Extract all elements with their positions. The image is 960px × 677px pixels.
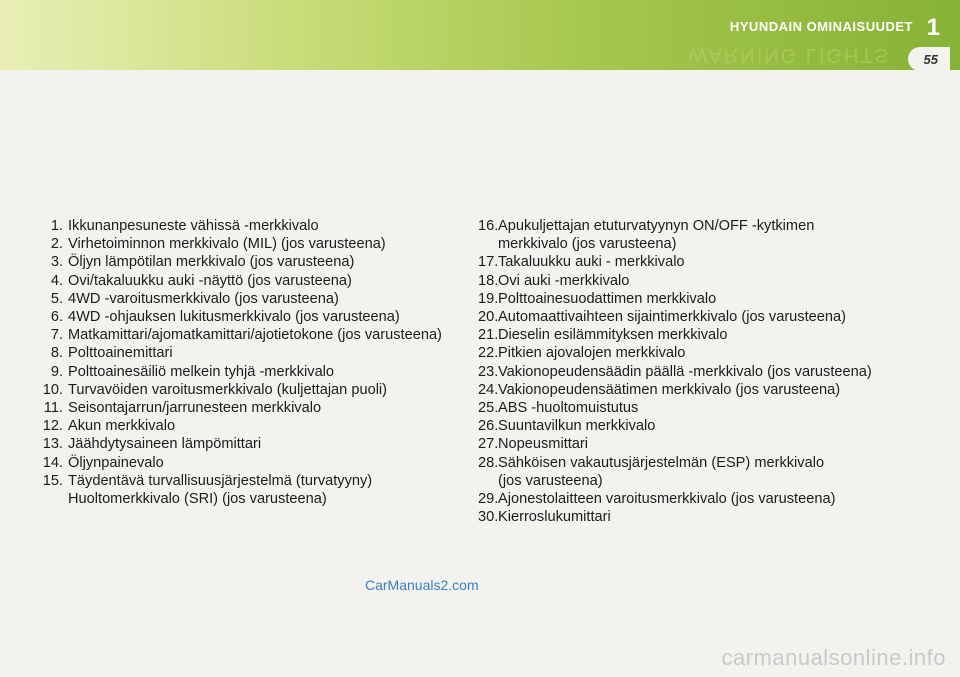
legend-item <box>35 435 475 453</box>
legend-item <box>478 363 948 381</box>
legend-item-text <box>68 217 319 235</box>
legend-item-number: 7. <box>50 327 63 344</box>
legend-item <box>35 217 475 235</box>
legend-item-number: 22. <box>478 345 499 362</box>
legend-item-line: Nopeusmittari <box>498 436 589 453</box>
legend-item <box>35 363 475 381</box>
legend-item-number: 17. <box>478 254 499 271</box>
legend-item-text <box>68 308 400 326</box>
legend-item-number: 30. <box>478 509 499 526</box>
legend-item-text <box>498 454 824 490</box>
legend-item-number: 4. <box>50 272 63 289</box>
legend-item <box>478 326 948 344</box>
legend-item-text <box>498 290 716 308</box>
legend-item-text <box>68 454 164 472</box>
legend-item-text <box>498 508 611 526</box>
legend-item-line: Polttoainesuodattimen merkkivalo <box>498 290 717 307</box>
legend-item-line: Öljynpainevalo <box>68 454 164 471</box>
legend-item-number: 28. <box>478 454 499 471</box>
legend-item-text <box>68 235 386 253</box>
legend-item <box>478 490 948 508</box>
legend-item-text <box>68 363 334 381</box>
legend-item-line: Jäähdytysaineen lämpömittari <box>68 436 262 453</box>
legend-item-line: 4WD -ohjauksen lukitusmerkkivalo (jos varusteena) <box>68 309 400 326</box>
legend-item-number: 24. <box>478 381 499 398</box>
legend-item-text <box>498 435 588 453</box>
legend-item-text <box>498 253 685 271</box>
legend-item <box>35 344 475 362</box>
legend-item-text <box>68 290 339 308</box>
legend-item-number: 23. <box>478 363 499 380</box>
legend-item-number: 3. <box>50 254 63 271</box>
legend-item-line: Ajonestolaitteen varoitusmerkkivalo (jos varusteena) <box>498 491 836 508</box>
legend-list-right <box>478 217 948 526</box>
site-watermark: carmanualsonline.info <box>721 645 946 670</box>
header-reflection-decoration: WARNING LIGHTS <box>688 44 890 66</box>
legend-item <box>478 399 948 417</box>
legend-item-line: Turvavöiden varoitusmerkkivalo (kuljettajan puoli) <box>68 381 388 398</box>
legend-item-line: Polttoainemittari <box>68 345 173 362</box>
legend-item-line: Polttoainesäiliö melkein tyhjä -merkkivalo <box>68 363 335 380</box>
legend-item-text <box>498 272 629 290</box>
legend-item-text <box>68 417 175 435</box>
legend-item-line: 4WD -varoitusmerkkivalo (jos varusteena) <box>68 290 339 307</box>
legend-item-line: Takaluukku auki - merkkivalo <box>498 254 685 271</box>
legend-item <box>478 417 948 435</box>
legend-item <box>35 290 475 308</box>
legend-item-line: Matkamittari/ajomatkamittari/ajotietokone (jos varusteena) <box>68 327 442 344</box>
legend-item-number: 21. <box>478 327 499 344</box>
legend-item-text <box>498 417 655 435</box>
legend-item <box>478 344 948 362</box>
legend-item-number: 2. <box>50 236 63 253</box>
legend-item-number: 25. <box>478 400 499 417</box>
legend-item <box>478 435 948 453</box>
legend-item-line: merkkivalo (jos varusteena) <box>498 236 677 253</box>
legend-item-line: Sähköisen vakautusjärjestelmän (ESP) merkkivalo <box>498 454 825 471</box>
legend-item-line: Ovi auki -merkkivalo <box>498 272 630 289</box>
page-number: 55 <box>923 52 938 67</box>
legend-item-line: Vakionopeudensäädin päällä -merkkivalo (jos varusteena) <box>498 363 872 380</box>
legend-item-number: 10. <box>42 381 63 398</box>
legend-item-number: 13. <box>42 436 63 453</box>
legend-item-line: Ovi/takaluukku auki -näyttö (jos varusteena) <box>68 272 352 289</box>
legend-item <box>478 253 948 271</box>
legend-item <box>35 235 475 253</box>
legend-item-line: Suuntavilkun merkkivalo <box>498 418 656 435</box>
legend-item-line: Apukuljettajan etuturvatyynyn ON/OFF -kytkimen <box>498 218 815 234</box>
legend-item-text <box>498 381 840 399</box>
section-title: HYUNDAIN OMINAISUUDET <box>729 19 913 34</box>
legend-item <box>35 472 475 508</box>
legend-item-line: Huoltomerkkivalo (SRI) (jos varusteena) <box>68 491 327 508</box>
legend-item-text <box>498 217 814 253</box>
legend-item-line: Ikkunanpesuneste vähissä -merkkivalo <box>68 218 319 234</box>
legend-item <box>35 381 475 399</box>
legend-item <box>35 454 475 472</box>
legend-item-line: Akun merkkivalo <box>68 418 176 435</box>
legend-item-number: 6. <box>50 309 63 326</box>
legend-item-number: 26. <box>478 418 499 435</box>
legend-item-number: 1. <box>50 218 63 234</box>
legend-item-line: (jos varusteena) <box>498 472 603 489</box>
legend-item-number: 8. <box>50 345 63 362</box>
legend-item-number: 18. <box>478 272 499 289</box>
legend-item-number: 9. <box>50 363 63 380</box>
legend-item <box>35 417 475 435</box>
legend-item-line: Automaattivaihteen sijaintimerkkivalo (jos varusteena) <box>498 309 846 326</box>
legend-list-left <box>35 217 475 508</box>
legend-item-text <box>68 344 173 362</box>
legend-item-line: Öljyn lämpötilan merkkivalo (jos varusteena) <box>68 254 355 271</box>
legend-item-text <box>68 253 354 271</box>
legend-item-line: Täydentävä turvallisuusjärjestelmä (turvatyyny) <box>68 472 373 489</box>
legend-item-text <box>68 435 261 453</box>
legend-item-text <box>498 308 846 326</box>
legend-item-text <box>68 381 387 399</box>
legend-item <box>478 381 948 399</box>
legend-item-text <box>68 272 352 290</box>
chapter-number: 1 <box>926 14 940 41</box>
legend-item <box>478 217 948 253</box>
legend-item-text <box>68 399 321 417</box>
legend-item-text <box>498 490 835 508</box>
legend-item-number: 27. <box>478 436 499 453</box>
legend-item-text <box>498 344 685 362</box>
legend-item-number: 14. <box>42 454 63 471</box>
legend-item <box>35 272 475 290</box>
legend-item-line: Pitkien ajovalojen merkkivalo <box>498 345 686 362</box>
legend-item <box>478 290 948 308</box>
legend-item-number: 20. <box>478 309 499 326</box>
legend-item-number: 16. <box>478 218 499 234</box>
watermark-link[interactable]: CarManuals2.com <box>365 577 479 593</box>
legend-item <box>478 508 948 526</box>
legend-item-text <box>498 363 872 381</box>
legend-item <box>478 454 948 490</box>
legend-item-number: 5. <box>50 290 63 307</box>
legend-item <box>35 253 475 271</box>
legend-item-line: Dieselin esilämmityksen merkkivalo <box>498 327 728 344</box>
legend-item-number: 11. <box>43 400 63 417</box>
legend-item-text <box>498 326 728 344</box>
legend-item <box>478 308 948 326</box>
legend-item-line: Virhetoiminnon merkkivalo (MIL) (jos varusteena) <box>68 236 386 253</box>
legend-item-line: Kierroslukumittari <box>498 509 611 526</box>
legend-item <box>35 308 475 326</box>
legend-item-line: Vakionopeudensäätimen merkkivalo (jos varusteena) <box>498 381 841 398</box>
legend-item-number: 15. <box>42 472 63 489</box>
legend-item-line: ABS -huoltomuistutus <box>498 400 639 417</box>
legend-item <box>35 399 475 417</box>
legend-item-number: 29. <box>478 491 499 508</box>
legend-item <box>35 326 475 344</box>
legend-item <box>478 272 948 290</box>
legend-item-text <box>68 326 442 344</box>
legend-item-text <box>68 472 372 508</box>
legend-item-number: 12. <box>42 418 63 435</box>
legend-item-line: Seisontajarrun/jarrunesteen merkkivalo <box>68 400 322 417</box>
legend-item-text <box>498 399 638 417</box>
legend-item-number: 19. <box>478 290 499 307</box>
